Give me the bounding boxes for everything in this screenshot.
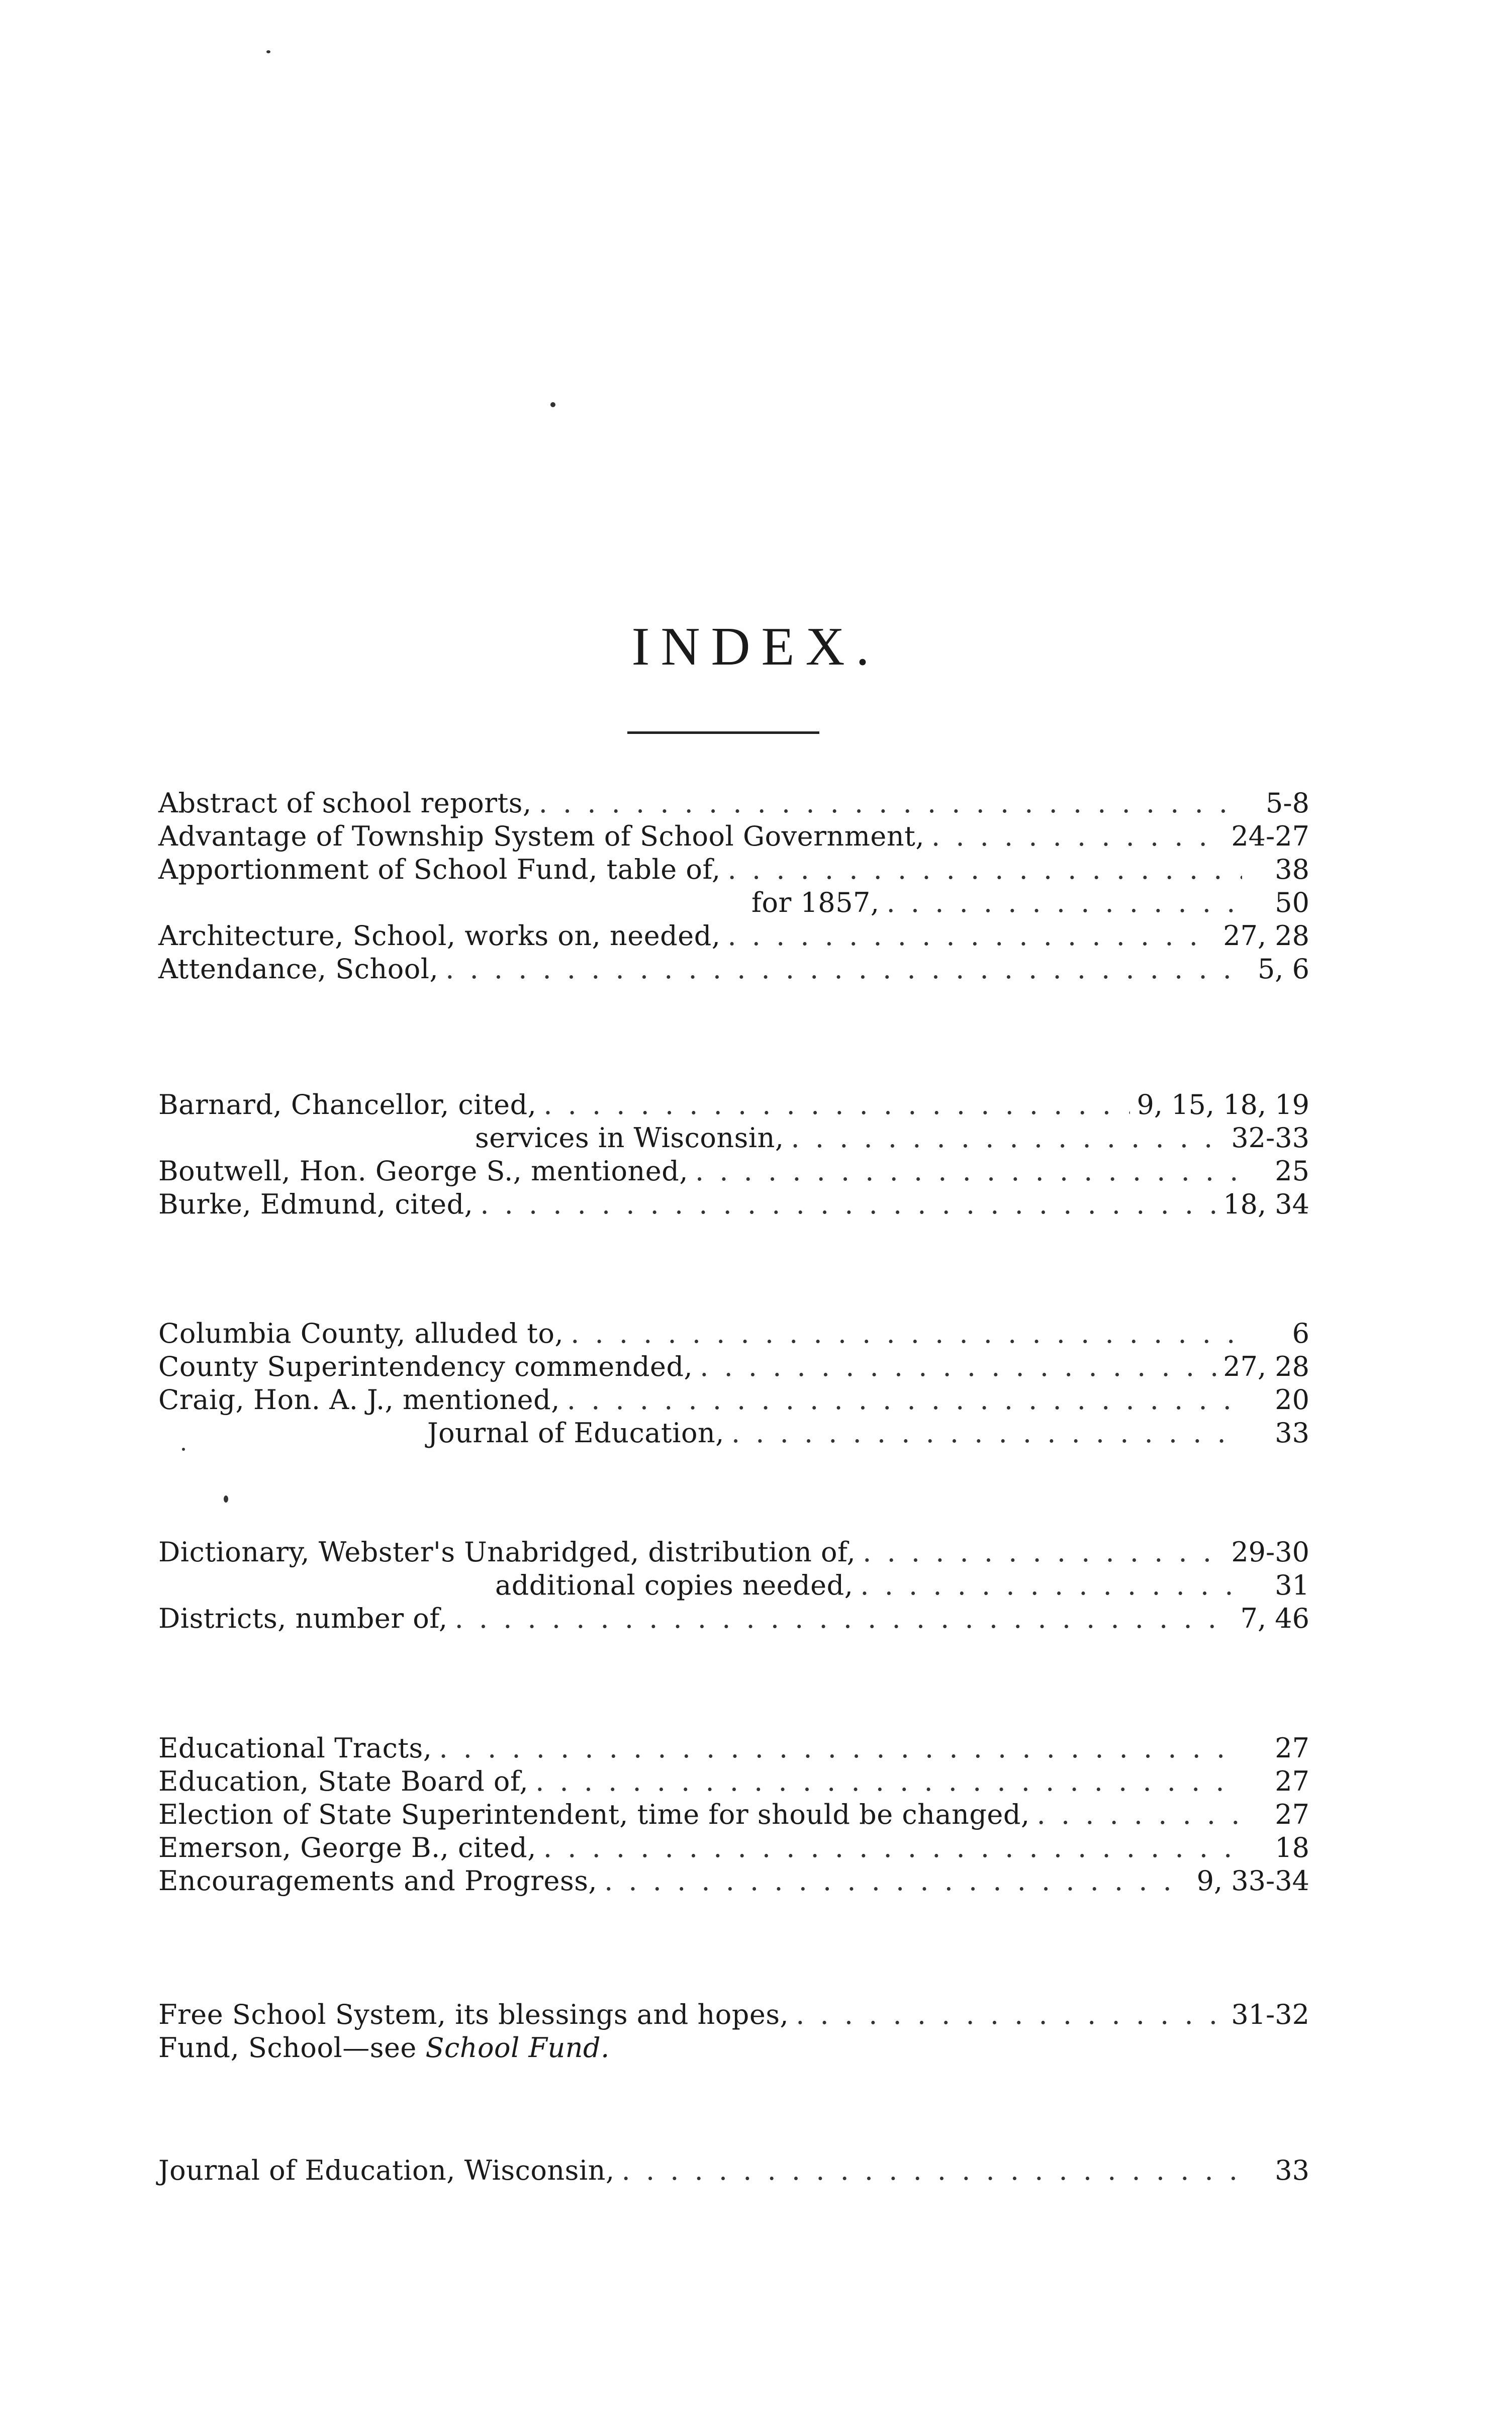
entry-label: for 1857, — [751, 887, 880, 918]
index-section-d — [158, 1536, 1309, 1635]
leader-dots — [860, 1569, 1242, 1602]
entry-label: Barnard, Chancellor, cited, — [158, 1089, 537, 1120]
leader-dots — [539, 787, 1242, 820]
index-entry — [158, 1798, 1309, 1831]
entry-pages: 33 — [1275, 1417, 1309, 1449]
entry-label: Encouragements and Progress, — [158, 1865, 598, 1897]
index-entry — [158, 919, 1309, 953]
scan-speck — [182, 1448, 185, 1451]
leader-dots — [887, 886, 1242, 919]
entry-label: Journal of Education, — [427, 1417, 724, 1449]
index-entry — [158, 2154, 1309, 2187]
index-subentry — [158, 1417, 1309, 1450]
index-entry — [158, 787, 1309, 820]
index-section-b — [158, 1088, 1309, 1221]
entry-label: Educational Tracts, — [158, 1732, 432, 1764]
index-section-a — [158, 787, 1309, 986]
entry-pages: 5-8 — [1266, 787, 1309, 819]
index-section-c — [158, 1317, 1309, 1450]
entry-pages: 20 — [1275, 1384, 1309, 1416]
entry-label: Districts, number of, — [158, 1603, 448, 1634]
entry-label: Journal of Education, Wisconsin, — [158, 2155, 615, 2186]
entry-pages: 31-32 — [1231, 1999, 1309, 2030]
index-entry — [158, 1536, 1309, 1569]
entry-label: Apportionment of School Fund, table of, — [158, 854, 721, 885]
entry-pages: 27, 28 — [1223, 1351, 1309, 1382]
leader-dots — [796, 1998, 1224, 2031]
leader-dots — [727, 919, 1216, 953]
title-rule — [627, 731, 819, 734]
entry-pages: 50 — [1275, 887, 1309, 918]
entry-pages: 31 — [1275, 1569, 1309, 1601]
index-entry — [158, 1188, 1309, 1221]
entry-label: Craig, Hon. A. J., mentioned, — [158, 1384, 560, 1416]
scan-speck — [224, 1496, 228, 1503]
index-section-j — [158, 2154, 1309, 2187]
leader-dots — [567, 1383, 1242, 1417]
index-entry — [158, 1350, 1309, 1383]
cross-reference: School Fund. — [425, 2032, 610, 2064]
leader-dots — [535, 1765, 1242, 1798]
leader-dots — [731, 1417, 1242, 1450]
entry-label: Election of State Superintendent, time for should be changed, — [158, 1799, 1030, 1830]
leader-dots — [700, 1350, 1216, 1383]
entry-label: Columbia County, alluded to, — [158, 1318, 564, 1349]
index-entry — [158, 1765, 1309, 1798]
entry-label: additional copies needed, — [495, 1569, 854, 1601]
entry-label: Education, State Board of, — [158, 1765, 529, 1797]
entry-pages: 9, 33-34 — [1196, 1865, 1309, 1897]
scan-speck — [550, 402, 555, 407]
leader-dots — [445, 953, 1242, 986]
entry-pages: 27 — [1275, 1732, 1309, 1764]
leader-dots — [695, 1155, 1242, 1188]
entry-label: Advantage of Township System of School Government, — [158, 820, 925, 852]
entry-label — [158, 2031, 610, 2065]
entry-pages: 7, 46 — [1240, 1603, 1309, 1634]
index-entry — [158, 2031, 1309, 2065]
entry-label: Boutwell, Hon. George S., mentioned, — [158, 1155, 688, 1187]
index-section-f — [158, 1998, 1309, 2065]
leader-dots — [604, 1864, 1190, 1898]
index-entry — [158, 820, 1309, 853]
leader-dots — [863, 1536, 1224, 1569]
leader-dots — [543, 1831, 1242, 1864]
index-subentry — [158, 1569, 1309, 1602]
index-entry — [158, 1864, 1309, 1898]
leader-dots — [543, 1088, 1129, 1122]
entry-pages: 38 — [1275, 854, 1309, 885]
index-entry — [158, 1088, 1309, 1122]
entry-label: Burke, Edmund, cited, — [158, 1188, 474, 1220]
page-title: INDEX. — [631, 617, 881, 677]
entry-label: Emerson, George B., cited, — [158, 1832, 536, 1863]
index-entry — [158, 1602, 1309, 1635]
index-section-e — [158, 1732, 1309, 1898]
entry-label: services in Wisconsin, — [475, 1122, 784, 1154]
entry-label: Free School System, its blessings and hopes, — [158, 1999, 789, 2030]
entry-pages: 27 — [1275, 1799, 1309, 1830]
leader-dots — [480, 1188, 1216, 1221]
entry-label-text: Fund, School—see — [158, 2032, 417, 2064]
index-subentry — [158, 886, 1309, 919]
index-entry — [158, 1155, 1309, 1188]
entry-pages: 6 — [1292, 1318, 1309, 1349]
leader-dots — [571, 1317, 1242, 1350]
leader-dots — [931, 820, 1224, 853]
leader-dots — [728, 853, 1242, 886]
entry-pages: 33 — [1275, 2155, 1309, 2186]
entry-pages: 29-30 — [1231, 1536, 1309, 1568]
entry-pages: 18 — [1275, 1832, 1309, 1863]
leader-dots — [439, 1732, 1242, 1765]
index-entry — [158, 1732, 1309, 1765]
entry-pages: 32-33 — [1231, 1122, 1309, 1154]
scan-speck — [266, 50, 270, 53]
index-entry — [158, 953, 1309, 986]
entry-pages: 25 — [1275, 1155, 1309, 1187]
entry-pages: 5, 6 — [1257, 953, 1309, 985]
entry-pages: 9, 15, 18, 19 — [1137, 1089, 1309, 1120]
entry-pages: 27, 28 — [1223, 920, 1309, 952]
index-subentry — [158, 1122, 1309, 1155]
entry-label: Architecture, School, works on, needed, — [158, 920, 721, 952]
leader-dots — [622, 2154, 1242, 2187]
index-entry — [158, 1831, 1309, 1864]
index-entry — [158, 1383, 1309, 1417]
leader-dots — [1037, 1798, 1242, 1831]
entry-label: County Superintendency commended, — [158, 1351, 693, 1382]
entry-label: Attendance, School, — [158, 953, 439, 985]
entry-label: Dictionary, Webster's Unabridged, distribution of, — [158, 1536, 856, 1568]
entry-pages: 18, 34 — [1223, 1188, 1309, 1220]
leader-dots — [455, 1602, 1234, 1635]
index-entry — [158, 1998, 1309, 2031]
entry-label: Abstract of school reports, — [158, 787, 532, 819]
entry-pages: 27 — [1275, 1765, 1309, 1797]
entry-pages: 24-27 — [1231, 820, 1309, 852]
leader-dots — [791, 1122, 1224, 1155]
index-entry — [158, 1317, 1309, 1350]
index-entry — [158, 853, 1309, 886]
